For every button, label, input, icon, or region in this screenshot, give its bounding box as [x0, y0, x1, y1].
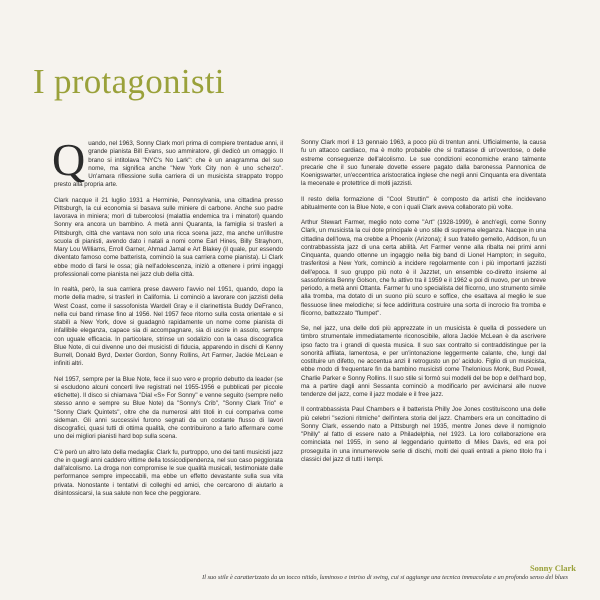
paragraph: Il contrabbassista Paul Chambers e il batterista Philly Joe Jones costituiscono una delle più celebri "sezioni ritmiche" dell'intera storia del jazz. Chambers era un concittadino di Sonny Clark, essendo nato a Pittsburgh nel 1935, mentre Jones deve il nomignolo "Philly" al fatto di essere nato a Philadelphia, nel 1923. La loro collaborazione era cominciata nel 1955, in seno al leggendario quintetto di Miles Davis, ed era poi proseguita in una innumerevole serie di dischi, molti dei quali entrati a pieno titolo fra i classici del jazz di tutti i tempi.: [301, 406, 546, 463]
drop-cap: Q: [52, 134, 86, 185]
paragraph: Il resto della formazione di "Cool Struttin'" è composto da artisti che incidevano abitualmente con la Blue Note, e con i quali Clark aveva collaborato più volte.: [301, 195, 546, 211]
paragraph: Se, nel jazz, una delle doti più apprezzate in un musicista è quella di possedere un timbro strumentale immediatamente riconoscibile, allora Jackie McLean è da ascrivere ipso facto tra i grandi di questa musica. Il suo sax contralto si contraddistingue per la sonorità affilata, lamentosa, e per un'intonazione leggermente calante, che, lungi dal costituire un difetto, ne accentua anzi il retrogusto un po' acidulo. Figlio di un musicista, ebbe modo di frequentare fin da bambino musicisti come Thelonious Monk, Bud Powell, Charlie Parker e Sonny Rollins. Il suo stile si formò sui modelli del be bop e dell'hard bop, ma a partire dagli anni Sessanta cominciò a modificarlo per avvicinarsi alle nuove tendenze del jazz, come il jazz modale e il free jazz.: [301, 325, 546, 398]
photo-caption-text: Il suo stile è caratterizzato da un tocco nitido, luminoso e intriso di swing, cui si aggiunge una tecnica immacolata e un profondo senso del blues: [202, 574, 568, 581]
left-column: [52, 134, 283, 505]
paragraph: Clark nacque il 21 luglio 1931 a Herminie, Pennsylvania, una cittadina presso Pittsburgh, la cui economia si basava sulle miniere di carbone. Anche suo padre lavorava in miniera; morì di tubercolosi (malattia endemica tra i minatori) quando Sonny era ancora un bambino. A metà anni Quaranta, la famiglia si trasferì a Pittsburgh, città che vantava non solo una ricca scena jazz, ma anche un'illustre scuola di pianisti, avendo dato i natali a nomi come Earl Hines, Billy Strayhorn, Mary Lou Williams, Erroll Garner, Ahmad Jamal e Art Blakey (il quale, pur essendo diventato famoso come batterista, cominciò la sua carriera come pianista). Li Clark ebbe modo di farsi le ossa; già nell'adolescenza, iniziò a ottenere i primi ingaggi professionali come pianista nei jazz club della città.: [54, 196, 283, 278]
paragraph: Sonny Clark morì il 13 gennaio 1963, a poco più di trentun anni. Ufficialmente, la causa fu un attacco cardiaco, ma è molto probabile che si trattasse di un'overdose, o delle estreme conseguenze dell'alcolismo. Le sue condizioni economiche erano talmente precarie che il suo funerale dovette essere pagato dalla baronessa Pannonica de Koenigswarter, un'eccentrica aristocratica inglese che negli anni Cinquanta era diventata la mecenate e protettrice di molti jazzisti.: [301, 139, 546, 188]
paragraph: In realtà, però, la sua carriera prese davvero l'avvio nel 1951, quando, dopo la morte della madre, si trasferì in California. Li cominciò a lavorare con jazzisti della West Coast, come il sassofonista Wardell Gray e il clarinettista Buddy DeFranco, nella cui band rimase fino al 1956. Nel 1957 fece ritorno sulla costa orientale e si stabilì a New York, dove si guadagnò rapidamente un nome come pianista di infallibile eleganza, capace sia di accompagnare, sia di uscire in assolo, sempre con uguale efficacia. In particolare, strinse un sodalizio con la casa discografica Blue Note, di cui divenne uno dei musicisti di fiducia, apparendo in dischi di Kenny Burrell, Donald Byrd, Dexter Gordon, Sonny Rollins, Art Farmer, Jackie McLean e infiniti altri.: [54, 286, 283, 368]
page-title: I protagonisti: [33, 62, 225, 101]
paragraph: C'è però un altro lato della medaglia: Clark fu, purtroppo, uno dei tanti musicisti jazz che in quegli anni caddero vittime della tossicodipendenza, nel suo caso peggiorata dall'alcolismo. La droga non compromise le sue qualità musicali, testimoniate dalle performance sempre impeccabili, ma ebbe un effetto devastante sulla sua vita privata. Nonostante i tentativi di colleghi ed amici, che cercarono di aiutarlo a disintossicarsi, la sua salute non fece che peggiorare.: [54, 448, 283, 497]
paragraph-text: uando, nel 1963, Sonny Clark morì prima di compiere trentadue anni, il grande pianista Bill Evans, suo ammiratore, gli dedicò un omaggio. Il brano si intitolava "NYC's No Lark": che è un anagramma del suo nome, ma significa anche "New York City non è uno scherzo". Un'amara riflessione sulla carriera di un musicista strappato troppo presto alla propria arte.: [54, 140, 283, 189]
paragraph: [52, 134, 283, 190]
paragraph: Arthur Stewart Farmer, meglio noto come "Art" (1928-1999), è anch'egli, come Sonny Clark, un musicista la cui dote principale è uno stile di suprema eleganza. Nacque in una cittadina dell'Iowa, ma crebbe a Phoenix (Arizona); il suo fratello gemello, Addison, fu un contrabbassista jazz di una certa abilità. Art Farmer venne alla ribalta nei primi anni Cinquanta, quando ottenne un ingaggio nella big band di Lionel Hampton; in seguito, trasferitosi a New York, cominciò a incidere regolarmente con i più importanti jazzisti dell'epoca. Il suo gruppo più noto è il Jazztet, un ensemble co-diretto insieme al sassofonista Benny Golson, che fu attivo tra il 1959 e il 1962 e poi di nuovo, per un breve periodo, a metà anni Ottanta. Farmer fu uno specialista del flicorno, uno strumento simile alla tromba, ma dotato di un suono più scuro e soffice, che esaltava al meglio le sue flessuose linee melodiche; si fece addirittura costruire una sorta di incrocio fra tromba e flicorno, battezzato "flumpet".: [301, 219, 546, 317]
paragraph: Nel 1957, sempre per la Blue Note, fece il suo vero e proprio debutto da leader (se si escludono alcuni concerti live registrati nel 1955-1956 e pubblicati per piccole etichette). Il disco si chiamava "Dial «S» For Sonny" e venne seguito (sempre nello stesso anno e sempre su Blue Note) da "Sonny's Crib", "Sonny Clark Trio" e "Sonny Clark Quintets", oltre che da numerosi altri titoli in cui compariva come sideman. Gli anni successivi furono segnati da un costante flusso di lavori discografici, quasi tutti di ottima qualità, che contribuirono a farlo affermare come uno dei migliori pianisti hard bop sulla scena.: [54, 375, 283, 441]
right-column: [301, 139, 546, 471]
photo-caption-name: Sonny Clark: [529, 563, 576, 573]
